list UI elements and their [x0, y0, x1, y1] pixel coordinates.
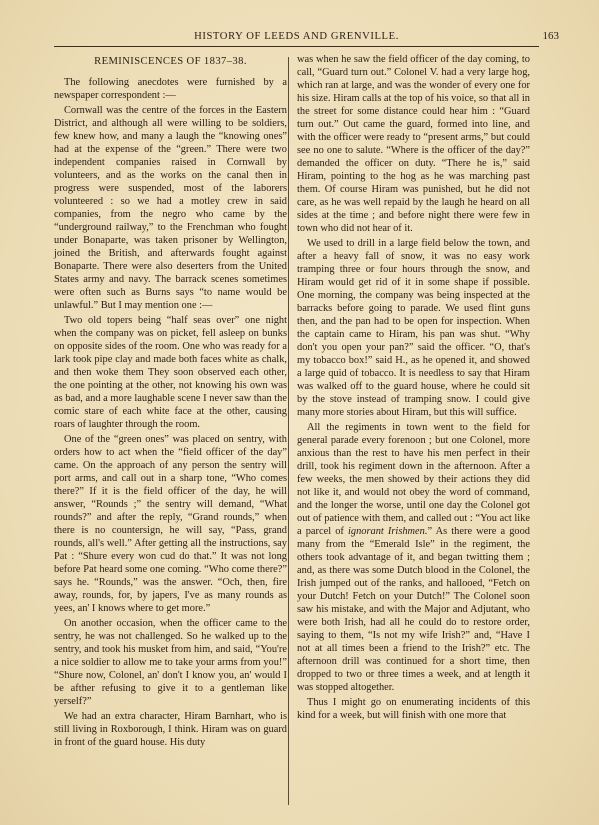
paragraph: Thus I might go on enumerating incidents of this kind for a week, but will finish with one more that: [297, 697, 530, 721]
paragraph: We had an extra character, Hiram Barnhart, who is still living in Roxborough, I think. Hiram was on guard in front of the guard house. His duty: [54, 711, 287, 748]
column-divider: [288, 57, 289, 805]
right-column: [297, 53, 530, 722]
left-column: [54, 55, 287, 749]
running-title: HISTORY OF LEEDS AND GRENVILLE.: [194, 31, 399, 42]
paragraph-text: ” As there were a good many from the “Emerald Isle” in the regiment, the others took advantage of it, and began twitting them ; and, as there was some Dutch blood in the Colonel, the Irish jumped out of the ranks, and hallooed, “Fetch on your Dutch! Fetch on your Dutch!” The Colonel soon saw his mistake, and with the Major and Adjutant, who were both Irish, had all he could do to restore order, saying to them, “Is not my wife Irish?” and, “Have I not at all times been a friend to the Irish?” etc. The afternoon drill was continued for a short time, then dropped to two or three times a week, and at length it was stopped altogether.: [297, 526, 530, 693]
page-number: 163: [542, 30, 559, 42]
paragraph: [297, 421, 530, 694]
paragraph: was when he saw the field officer of the day coming, to call, “Guard turn out.” Colonel V. had a very large hog, which ran at large, and was the wonder of every one for his size. Hiram calls at the top of his voice, so that all in the street for some distance could hear him : “Guard turn out.” Out came the guard, formed into line, and with the officer were ready to “present arms,” but could see no one to salute. “Where is the officer of the day?” demanded the officer on duty. “There he is,” said Hiram, pointing to the hog as he was marching past them. Of course Hiram was punished, but he did not care, as he was well repaid by the laugh he heard on all sides at the time ; and before night there were few in town who did not hear of it.: [297, 54, 530, 234]
paragraph: One of the “green ones” was placed on sentry, with orders how to act when the “field officer of the day” came. On the approach of any person the sentry will port arms, and call out in a sharp tone, “Who comes there?” If it is the field officer of the day, he will answer, “Rounds ;” the sentry will demand, “What rounds?” and after the reply, “Grand rounds,” when there is no countersign, he will say, “Pass, grand rounds, all's well.” After getting all the instructions, say Pat : “Shure every won cud do that.” It was not long before Pat heard some one coming. “Who come there?” says he. “Rounds,” was the answer. “Och, then, fire away, rounds, for, by japers, I've as many rounds as yees, an' I knows where to get more.”: [54, 434, 287, 614]
page-header: [54, 30, 559, 47]
paragraph: Two old topers being “half seas over” one night when the company was on picket, fell asleep on bunks on opposite sides of the room. One who was ready for a lark took pipe clay and made both faces white as chalk, and then woke them They soon observed each other, the one pointing at the other, not knowing his own was as bad, and a more laughable scene I never saw than the comic stare of each white face at the other, causing roars of laughter through the room.: [54, 315, 287, 430]
italic-phrase: ignorant Irishmen.: [348, 526, 428, 537]
paragraph: The following anecdotes were furnished by a newspaper correspondent :—: [54, 77, 287, 101]
paragraph: Cornwall was the centre of the forces in the Eastern District, and although all were willing to be soldiers, few knew how, and many a laugh the “knowing ones” had at the expense of the “green.” There were two independent companies raised in Cornwall by volunteers, and as the works on the canal then in progress were suspended, most of the laborers volunteered : so we had a motley crew in said companies, from the negro who came by the “underground railway,” to the Frenchman who fought under Bonaparte, was taken prisoner by Wellington, joined the British, and afterwards fought against Bonaparte. There were also deserters from the United States army and navy. The barrack scenes sometimes were often such as Burns says “to name would be unlawful.” But I may mention one :—: [54, 105, 287, 311]
paragraph: On another occasion, when the officer came to the sentry, he was not challenged. So he walked up to the sentry, and took his musket from him, and said, “You're a nice soldier to allow me to take your arms from you!” “Shure now, Colonel, an' don't I know you, an' would I be afther refusing to give it to a gentleman like yerself?”: [54, 618, 287, 707]
paragraph-text: All the regiments in town went to the field for general parade every forenoon ; but one Colonel, more anxious than the rest to have his men perfect in their drill, took his regiment down in the afternoon. After a few weeks, the men showed by their actions they did not like it, and would not obey the word of command, and the longer the worse, until one day the Colonel got out of patience with them, and called out : “You act like a parcel of: [297, 422, 530, 537]
paragraph: We used to drill in a large field below the town, and after a heavy fall of snow, it was no easy work tramping three or four hours through the snow, and Hiram would get rid of it in some shape if possible. One morning, the company was being inspected at the barracks before going to parade. We used flint guns then, and the pan had to be open for inspection. When the captain came to Hiram, his pan was shut. “Why don't you open your pan?” said the officer. “O, that's my tobacco box!” said H., as he opened it, and showed a large quid of tobacco. It is needless to say that Hiram was walked off to the guard house, where he could sit by the stove instead of tramping snow. I could give many more stories about Hiram, but this will suffice.: [297, 238, 530, 418]
section-title: REMINISCENCES OF 1837–38.: [94, 56, 247, 67]
